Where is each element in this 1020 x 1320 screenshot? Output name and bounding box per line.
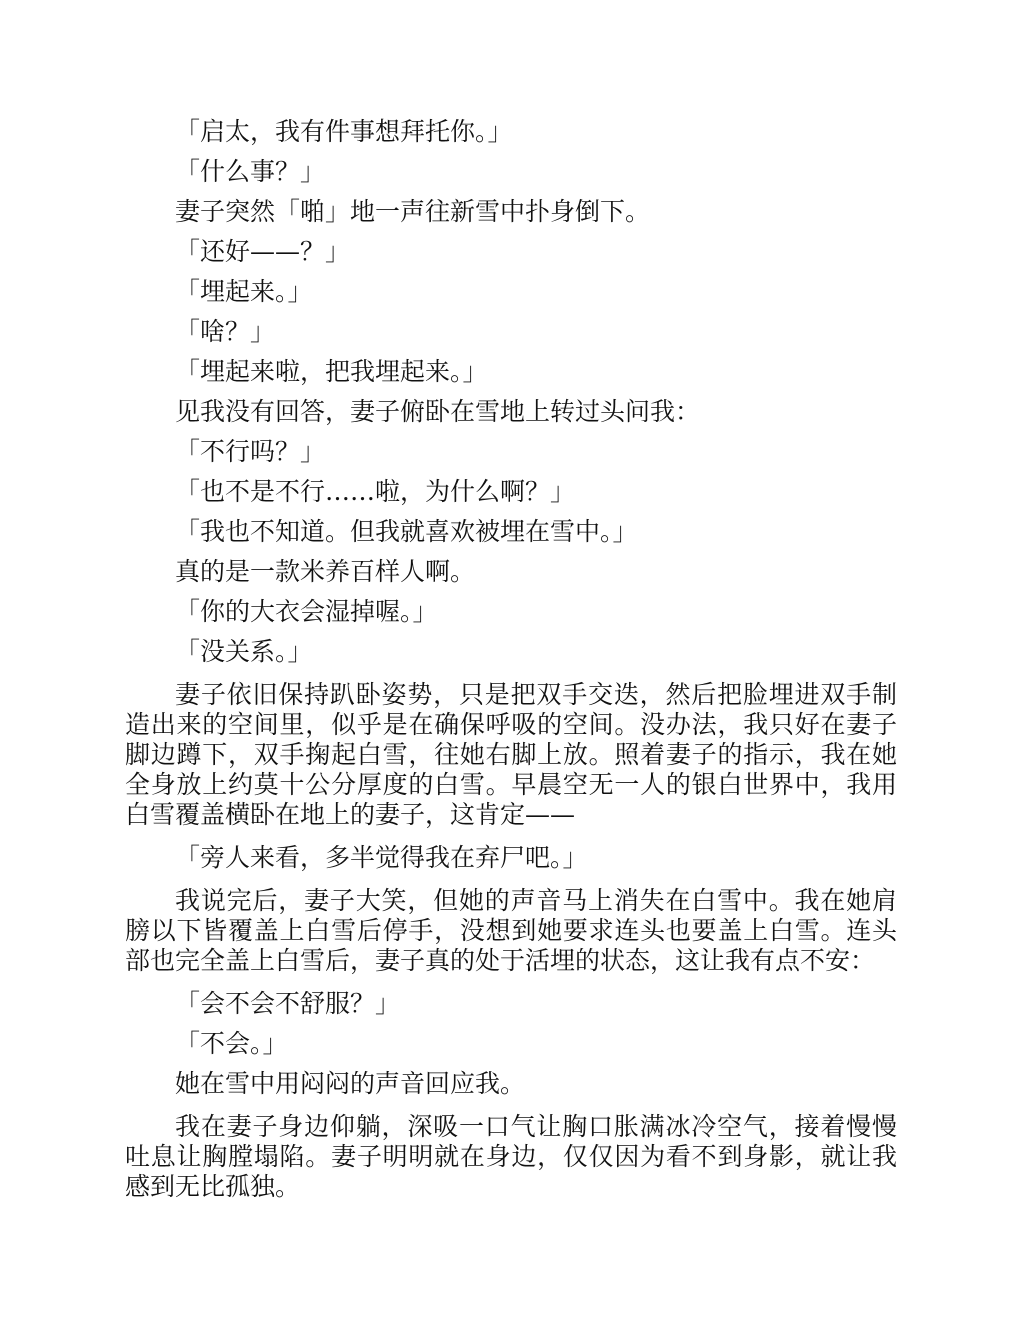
paragraph: 「我也不知道。但我就喜欢被埋在雪中。」 — [175, 517, 638, 546]
paragraph: 「啥？」 — [175, 317, 276, 346]
document-page — [125, 112, 897, 1210]
paragraph: 「不行吗？」 — [175, 437, 326, 466]
paragraph: 「埋起来啦，把我埋起来。」 — [175, 357, 488, 386]
paragraph: 「也不是不行……啦，为什么啊？」 — [175, 477, 576, 506]
paragraph: 妻子依旧保持趴卧姿势，只是把双手交迭，然后把脸埋进双手制造出来的空间里，似乎是在确保呼吸的空间。没办法，我只好在妻子脚边蹲下，双手掬起白雪，往她右脚上放。照着妻子的指示，我在她全身放上约莫十公分厚度的白雪。早晨空无一人的银白世界中，我用白雪覆盖横卧在地上的妻子，这肯定—— — [125, 680, 897, 829]
paragraph: 我在妻子身边仰躺，深吸一口气让胸口胀满冰冷空气，接着慢慢吐息让胸膛塌陷。妻子明明就在身边，仅仅因为看不到身影，就让我感到无比孤独。 — [125, 1112, 897, 1201]
paragraph: 「不会。」 — [175, 1029, 288, 1058]
paragraph: 我说完后，妻子大笑，但她的声音马上消失在白雪中。我在她肩膀以下皆覆盖上白雪后停手，没想到她要求连头也要盖上白雪。连头部也完全盖上白雪后，妻子真的处于活埋的状态，这让我有点不安： — [125, 886, 897, 975]
paragraph: 「什么事？」 — [175, 157, 326, 186]
paragraph: 「你的大衣会湿掉喔。」 — [175, 597, 438, 626]
paragraph: 「没关系。」 — [175, 637, 313, 666]
paragraph: 见我没有回答，妻子俯卧在雪地上转过头问我： — [175, 397, 701, 426]
paragraph: 「启太，我有件事想拜托你。」 — [175, 117, 513, 146]
paragraph: 「旁人来看，多半觉得我在弃尸吧。」 — [175, 843, 588, 872]
paragraph: 真的是一款米养百样人啊。 — [175, 557, 476, 586]
paragraph: 「会不会不舒服？」 — [175, 989, 401, 1018]
paragraph: 妻子突然「啪」地一声往新雪中扑身倒下。 — [175, 197, 651, 226]
paragraph: 「埋起来。」 — [175, 277, 313, 306]
paragraph: 「还好——？」 — [175, 237, 351, 266]
paragraph: 她在雪中用闷闷的声音回应我。 — [175, 1069, 526, 1098]
